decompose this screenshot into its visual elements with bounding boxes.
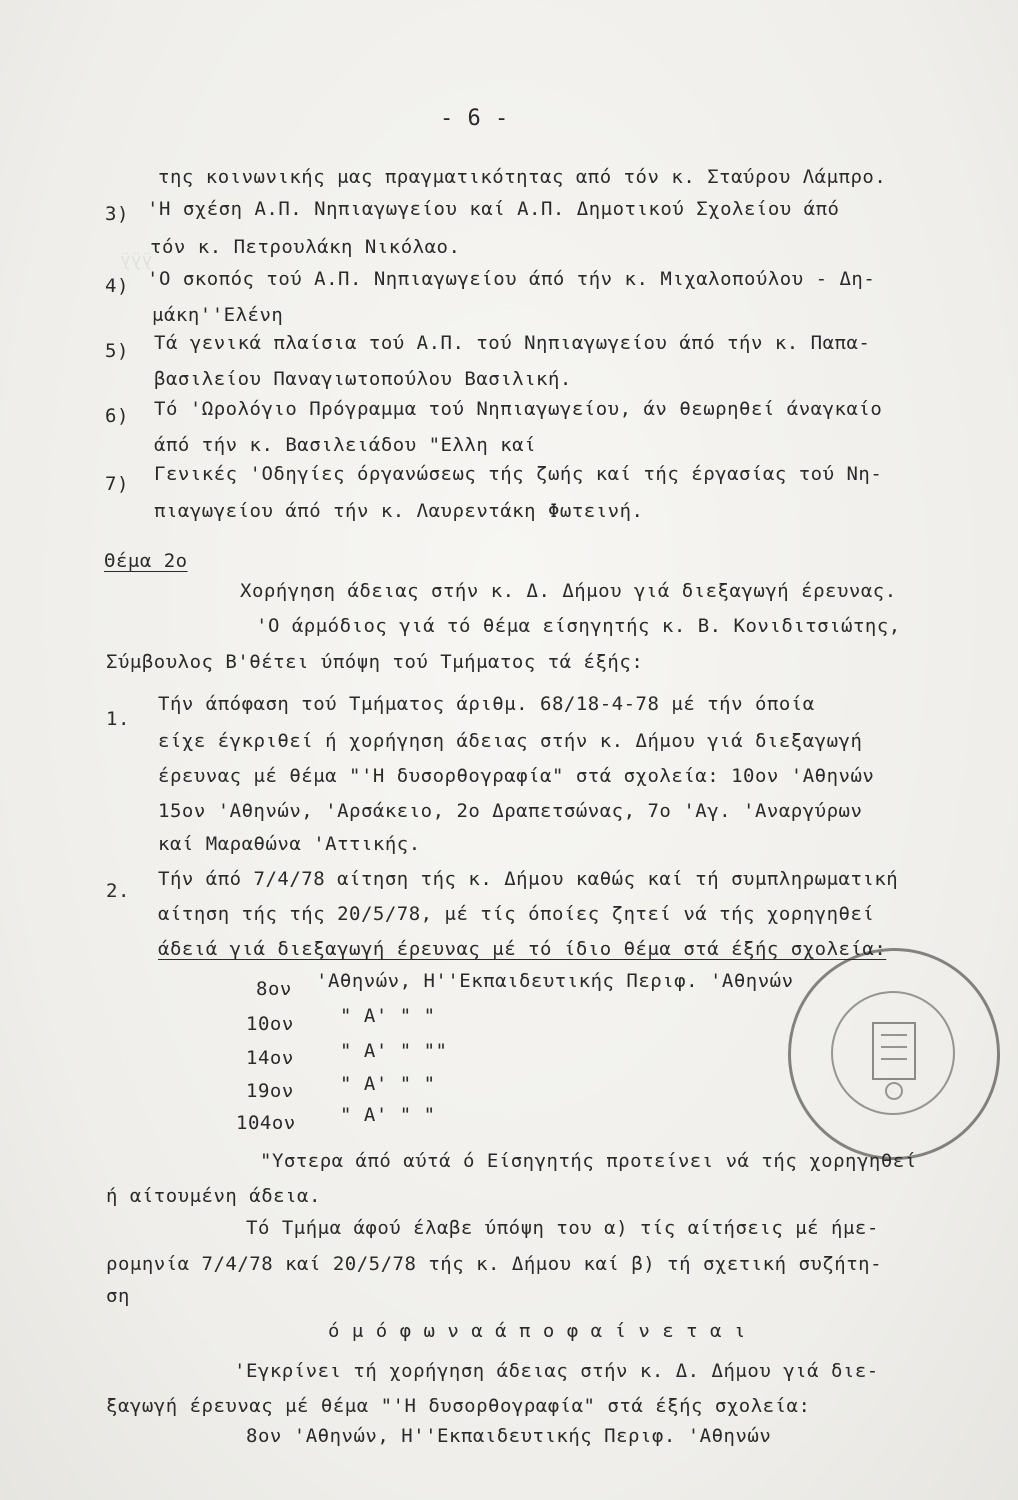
item-5-line-2: βασιλείου Παναγιωτοπούλου Βασιλική.: [154, 368, 572, 390]
section-line-3: ση: [106, 1285, 130, 1307]
school-row-number: 14ον: [246, 1047, 294, 1069]
school-row-text: " Α' " ": [340, 1104, 436, 1126]
point-2-number: 2.: [106, 880, 130, 902]
item-6-number: 6): [105, 405, 129, 427]
point-1-line: καί Μαραθώνα 'Αττικής.: [158, 833, 421, 855]
school-row-number: 8ον: [256, 978, 292, 1000]
point-1-line: 15ον 'Αθηνών, 'Αρσάκειο, 2ο Δραπετσώνας, 7ο 'Αγ. 'Αναργύρων: [158, 800, 863, 822]
section-line-1: Τό Τμήμα άφού έλαβε ύπόψη του α) τίς αίτήσεις μέ ήμε-: [246, 1217, 879, 1239]
item-3-number: 3): [105, 203, 129, 225]
school-row-text: " Α' " ": [340, 1005, 436, 1027]
point-1-line: Τήν άπόφαση τού Τμήματος άριθμ. 68/18-4-78 μέ τήν όποία: [158, 693, 815, 715]
point-1-line: είχε έγκριθεί ή χορήγηση άδειας στήν κ. Δήμου γιά διεξαγωγή: [158, 730, 863, 752]
item-6-line-1: Τό 'Ωρολόγιο Πρόγραμμα τού Νηπιαγωγείου, άν θεωρηθεί άναγκαίο: [154, 398, 883, 420]
intro-line: της κοινωνικής μας πραγματικότητας από τόν κ. Σταύρου Λάμπρο.: [158, 166, 887, 188]
theme-title: Χορήγηση άδειας στήν κ. Δ. Δήμου γιά διεξαγωγή έρευνας.: [240, 580, 897, 602]
approval-line-3: 8ον 'Αθηνών, Η''Εκπαιδευτικής Περιφ. 'Αθηνών: [246, 1425, 772, 1447]
item-5-number: 5): [105, 340, 129, 362]
item-3-line-1: 'Η σχέση Α.Π. Νηπιαγωγείου καί Α.Π. Δημοτικού Σχολείου άπό: [147, 198, 840, 220]
rapporteur-line-2: Σύμβουλος Β'θέτει ύπόψη τού Τμήματος τά έξής:: [106, 651, 644, 673]
page-number: - 6 -: [440, 106, 509, 131]
proposal-line-2: ή αίτουμένη άδεια.: [106, 1185, 321, 1207]
bleed-through-text: ÿÿÿ: [120, 250, 153, 271]
item-7-number: 7): [105, 473, 129, 495]
point-1-line: έρευνας μέ θέμα "'Η δυσορθογραφία" στά σχολεία: 10ον 'Αθηνών: [158, 765, 875, 787]
school-row-number: 19ον: [246, 1080, 294, 1102]
item-4-line-2: μάκη''Ελένη: [152, 304, 284, 326]
official-stamp: [788, 948, 1000, 1160]
point-2-line: αίτηση τής τής 20/5/78, μέ τίς όποίες ζητεί νά τής χορηγηθεί: [158, 903, 875, 925]
school-row-text: " Α' " "": [340, 1040, 448, 1062]
school-row-number: 104ον: [236, 1112, 296, 1134]
item-3-line-2: τόν κ. Πετρουλάκη Νικόλαο.: [150, 236, 461, 258]
approval-line-1: 'Εγκρίνει τή χορήγηση άδειας στήν κ. Δ. Δήμου γιά διε-: [234, 1360, 879, 1382]
proposal-line-1: "Υστερα άπό αύτά ό Είσηγητής προτείνει νά τής χορηγηθεί: [260, 1150, 917, 1172]
item-4-number: 4): [105, 275, 129, 297]
item-7-line-1: Γενικές 'Οδηγίες όργανώσεως τής ζωής καί τής έργασίας τού Νη-: [154, 463, 883, 485]
unanimous-decision: ό μ ό φ ω ν α ά π ο φ α ί ν ε τ α ι: [328, 1320, 746, 1342]
approval-line-2: ξαγωγή έρευνας μέ θέμα "'Η δυσορθογραφία" στά έξής σχολεία:: [106, 1395, 811, 1417]
theme-heading: Θέμα 2ο: [104, 550, 188, 572]
item-6-line-2: άπό τήν κ. Βασιλειάδου "Ελλη καί: [154, 434, 537, 456]
point-1-number: 1.: [106, 708, 130, 730]
point-2-line: άδειά γιά διεξαγωγή έρευνας μέ τό ίδιο θέμα στά έξής σχολεία:: [158, 938, 887, 960]
rapporteur-line-1: 'Ο άρμόδιος γιά τό θέμα είσηγητής κ. Β. Κονιδιτσιώτης,: [256, 615, 901, 637]
school-row-text: 'Αθηνών, Η''Εκπαιδευτικής Περιφ. 'Αθηνών: [316, 970, 794, 992]
stamp-emblem-icon: [791, 951, 997, 1157]
school-row-number: 10ον: [246, 1013, 294, 1035]
point-2-line: Τήν άπό 7/4/78 αίτηση τής κ. Δήμου καθώς καί τή συμπληρωματική: [158, 868, 899, 890]
item-7-line-2: πιαγωγείου άπό τήν κ. Λαυρεντάκη Φωτεινή.: [154, 500, 644, 522]
section-line-2: ρομηνία 7/4/78 καί 20/5/78 τής κ. Δήμου καί β) τή σχετική συζήτη-: [106, 1253, 883, 1275]
school-row-text: " Α' " ": [340, 1073, 436, 1095]
item-5-line-1: Τά γενικά πλαίσια τού Α.Π. τού Νηπιαγωγείου άπό τήν κ. Παπα-: [154, 332, 871, 354]
item-4-line-1: 'Ο σκοπός τού Α.Π. Νηπιαγωγείου άπό τήν κ. Μιχαλοπούλου - Δη-: [147, 268, 876, 290]
